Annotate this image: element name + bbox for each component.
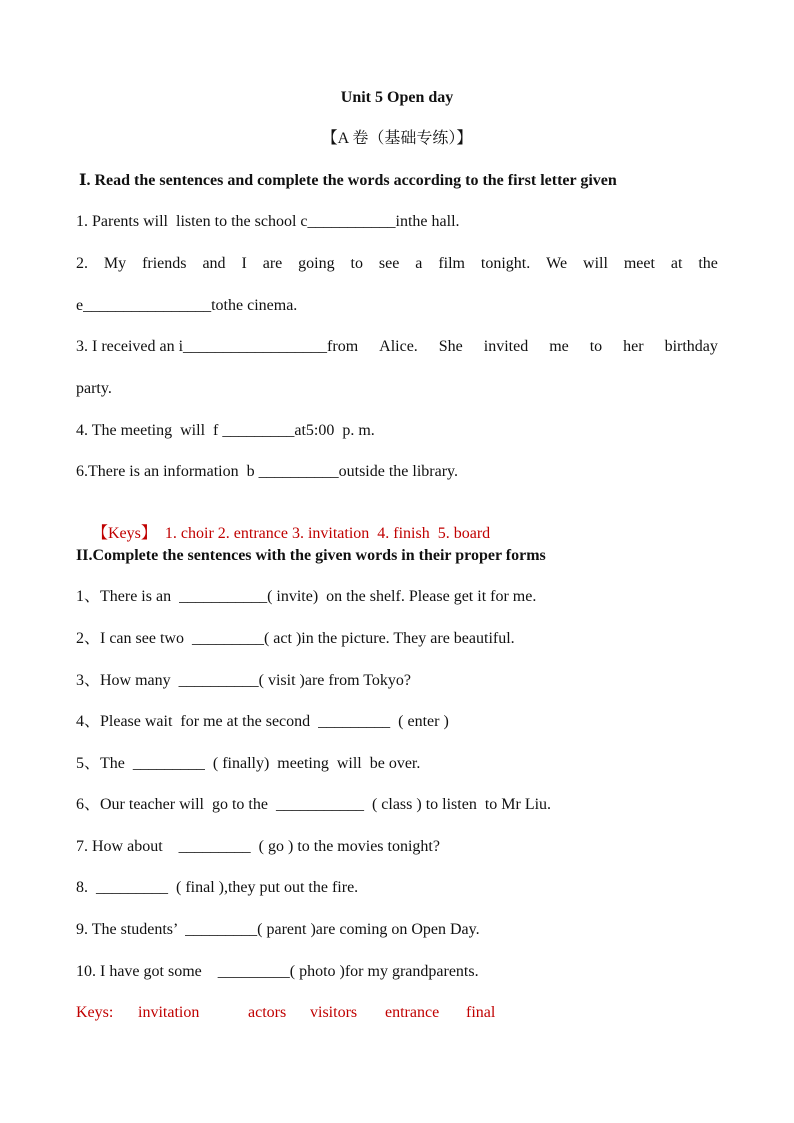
s1-question-6: 6.There is an information b __________outside the library. [76,463,458,480]
s1-question-2-word: a [415,255,423,272]
section2-key-3: visitors [310,1004,358,1021]
section2-heading: II.Complete the sentences with the given words in their proper forms [76,547,546,564]
page-subtitle: 【A 卷（基础专练）】 [321,130,473,147]
s1-question-2-word: are [262,255,283,272]
s2-item-4: 4、Please wait for me at the second _________ ( enter ) [76,713,449,730]
s2-item-10: 10. I have got some _________( photo )for my grandparents. [76,963,479,980]
s1-question-3-word: Alice. [379,338,418,355]
s1-question-2 [76,254,718,274]
s2-item-1: 1、There is an ___________( invite) on the shelf. Please get it for me. [76,588,537,605]
s1-question-3-word: to [589,338,603,355]
s1-question-3-word: her [623,338,644,355]
s1-question-2-word: meet [623,255,655,272]
s1-question-2-word: My [103,255,127,272]
s1-question-2-word: film [438,255,465,272]
s1-question-2-word: tonight. [480,255,531,272]
s1-question-2-word: friends [142,255,187,272]
section2-key-4: entrance [385,1004,440,1021]
s1-question-4: 4. The meeting will f _________at5:00 p. m. [76,422,375,439]
s1-question-3-cont: party. [76,380,112,397]
s1-question-2-word: see [378,255,400,272]
section2-key-1: invitation [138,1004,200,1021]
s1-question-2-word: going [298,255,335,272]
s1-question-2-word: I [241,255,247,272]
s1-question-2-word: to [350,255,363,272]
s1-question-3-word: invited [483,338,529,355]
s1-question-2-word: 2. [76,255,88,272]
s1-question-3-word: She [438,338,463,355]
s2-item-5: 5、The _________ ( finally) meeting will be over. [76,755,421,772]
s1-question-2-word: and [202,255,226,272]
section2-key-5: final [466,1004,496,1021]
s1-question-1: 1. Parents will listen to the school c___________inthe hall. [76,213,460,230]
s1-question-2-cont: e________________tothe cinema. [76,297,298,314]
s1-question-2-word: We [546,255,568,272]
s1-question-3-word: birthday [664,338,718,355]
s1-question-3-word: me [549,338,569,355]
s2-item-7: 7. How about _________ ( go ) to the movies tonight? [76,838,440,855]
page-title: Unit 5 Open day [340,89,454,106]
section1-keys-text: 1. choir 2. entrance 3. invitation 4. finish 5. board [156,525,491,542]
section2-keys-label: Keys: [76,1004,114,1021]
s1-question-2-word: will [583,255,608,272]
s2-item-6: 6、Our teacher will go to the ___________ ( class ) to listen to Mr Liu. [76,796,552,813]
s1-question-2-word: at [670,255,683,272]
s1-question-2-word: the [698,255,718,272]
s2-item-9: 9. The students’ _________( parent )are coming on Open Day. [76,921,480,938]
section2-key-2: actors [248,1004,287,1021]
s2-item-8: 8. _________ ( final ),they put out the fire. [76,879,359,896]
section2-keys [76,1003,718,1023]
s1-question-3 [76,337,718,357]
section1-keys-label: 【Keys】 [92,525,157,542]
s2-item-2: 2、I can see two _________( act )in the picture. They are beautiful. [76,630,515,647]
section1-heading: Ⅰ. Read the sentences and complete the words according to the first letter given [79,172,617,189]
s1-question-3-word: 3. I received an i__________________from [76,338,359,355]
s2-item-3: 3、How many __________( visit )are from Tokyo? [76,672,411,689]
